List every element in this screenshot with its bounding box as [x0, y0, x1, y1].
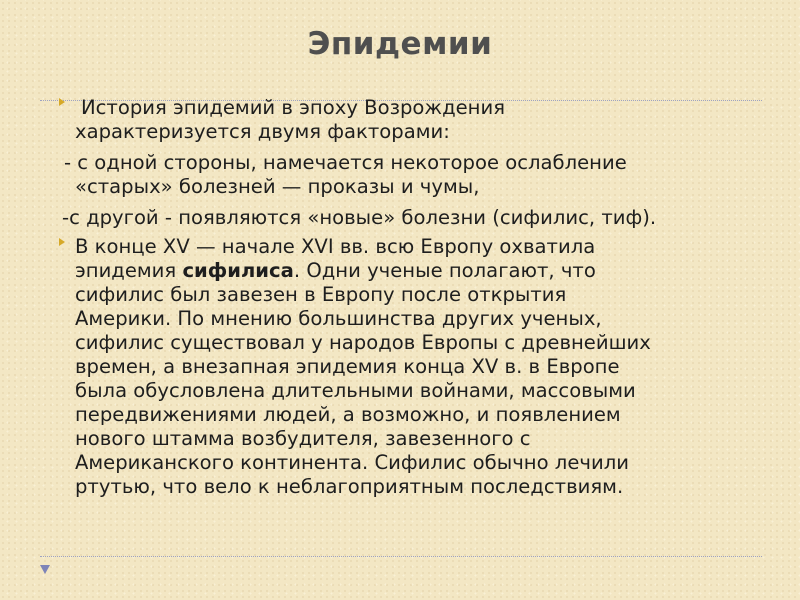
highlighted-term: сифилиса [182, 259, 294, 282]
bullet-2-line-11: ртутью, что вело к неблагоприятным последствиям. [75, 475, 624, 498]
bullet-icon [59, 238, 65, 246]
bullet-2-line-10: Американского континента. Сифилис обычно лечили [75, 451, 629, 474]
down-arrow-icon[interactable] [40, 565, 50, 574]
bullet-2-line-1: В конце XV — начале XVI вв. всю Европу охватила [75, 235, 596, 258]
sub-point-2-line-1: -с другой - появляются «новые» болезни (сифилис, тиф). [62, 206, 657, 229]
bullet-2-line-2-start: эпидемия [75, 259, 183, 282]
bullet-2-line-8: передвижениями людей, а возможно, и появлением [75, 403, 621, 426]
bullet-1-line-1: История эпидемий в эпоху Возрождения [81, 96, 506, 119]
bullet-2-line-9: нового штамма возбудителя, завезенного с [75, 427, 531, 450]
bullet-2-line-2-end: . Одни ученые полагают, что [293, 259, 596, 282]
sub-point-1-line-2: «старых» болезней — проказы и чумы, [75, 175, 480, 198]
bullet-2-line-4: Америки. По мнению большинства других ученых, [75, 307, 602, 330]
slide-title: Эпидемии [307, 26, 493, 62]
bullet-1-line-2: характеризуется двумя факторами: [75, 120, 450, 143]
bullet-2-line-5: сифилис существовал у народов Европы с древнейших [75, 331, 651, 354]
bullet-2-line-7: была обусловлена длительными войнами, массовыми [75, 379, 636, 402]
bottom-divider [40, 556, 762, 557]
bullet-2-line-3: сифилис был завезен в Европу после открытия [75, 283, 567, 306]
bullet-2-line-6: времен, а внезапная эпидемия конца XV в. в Европе [75, 355, 620, 378]
bullet-2-line-2 [75, 259, 596, 283]
bullet-icon [59, 98, 65, 106]
sub-point-1-line-1: - с одной стороны, намечается некоторое ослабление [64, 151, 627, 174]
